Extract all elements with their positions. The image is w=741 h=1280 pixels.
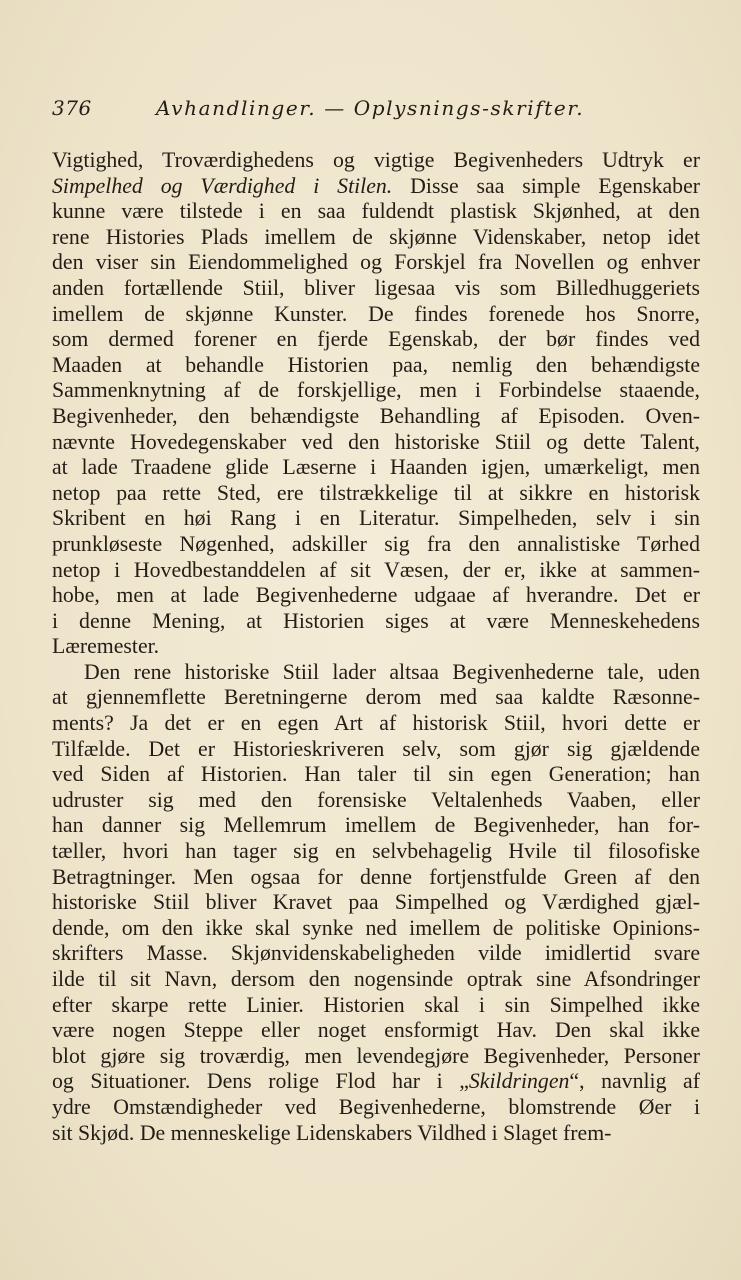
text-segment: ilde til sit Navn, dersom den nogensinde optrak sine Afsondringer — [52, 967, 700, 991]
text-segment: kunne være tilstede i en saa fuldendt plastisk Skjønhed, at den — [52, 199, 700, 224]
text-segment: Betragtninger. Men ogsaa for denne fortjenstfulde Green af den — [52, 864, 700, 889]
text-segment: udruster sig med den forensiske Veltalenheds Vaaben, eller — [52, 787, 700, 812]
text-segment: være nogen Steppe eller noget ensformigt Hav. Den skal ikke — [52, 1018, 700, 1043]
text-line — [52, 634, 700, 660]
text-line — [52, 993, 700, 1019]
text-line — [52, 532, 700, 558]
text-segment: netop paa rette Sted, ere tilstrækkelige til at sikkre en historisk — [52, 480, 700, 505]
text-segment: rene Histories Plads imellem de skjønne Videnskaber, netop idet — [52, 224, 700, 249]
text-line — [52, 762, 700, 788]
text-segment: Læremester. — [52, 634, 160, 659]
text-segment: at gjennemflette Beretningerne derom med saa kaldte Ræsonne- — [52, 685, 700, 710]
text-line — [52, 430, 700, 456]
text-segment: historiske Stiil bliver Kravet paa Simpelhed og Værdighed gjæl- — [52, 890, 700, 915]
text-line — [52, 916, 700, 942]
text-line — [52, 839, 700, 865]
text-line — [52, 1095, 700, 1121]
text-segment: den viser sin Eiendommelighed og Forskjel fra Novellen og enhver — [52, 250, 700, 275]
text-segment: Tilfælde. Det er Historieskriveren selv, som gjør sig gjældende — [52, 736, 700, 761]
text-line — [52, 609, 700, 635]
text-line — [52, 378, 700, 404]
text-line — [52, 1121, 700, 1147]
text-line — [52, 302, 700, 328]
text-segment: imellem de skjønne Kunster. De findes forenede hos Snorre, — [52, 301, 700, 326]
text-segment: Sammenknytning af de forskjellige, men i Forbindelse staaende, — [52, 378, 700, 403]
text-line — [52, 506, 700, 532]
text-segment: ved Siden af Historien. Han taler til sin egen Generation; han — [52, 762, 700, 787]
text-line — [52, 941, 700, 967]
text-line — [52, 148, 700, 174]
page-number: 376 — [52, 96, 92, 120]
text-segment: i denne Mening, at Historien siges at være Menneskehedens — [52, 608, 700, 633]
text-segment: at lade Traadene glide Læserne i Haanden igjen, umærkeligt, men — [52, 455, 700, 480]
text-segment: nævnte Hovedegenskaber ved den historiske Stiil og dette Talent, — [52, 429, 700, 454]
text-segment: Begivenheder, den behændigste Behandling af Episoden. Oven- — [52, 403, 700, 428]
text-line — [52, 327, 700, 353]
text-line — [52, 250, 700, 276]
text-line — [52, 890, 700, 916]
text-segment: ments? Ja det er en egen Art af historisk Stiil, hvori dette er — [52, 711, 700, 736]
text-segment: “, navnlig af — [569, 1069, 700, 1094]
text-line — [52, 199, 700, 225]
text-segment: han danner sig Mellemrum imellem de Begivenheder, han for- — [52, 813, 700, 838]
text-line — [52, 865, 700, 891]
text-line — [52, 404, 700, 430]
text-segment: prunkløseste Nøgenhed, adskiller sig fra den annalistiske Tørhed — [52, 531, 700, 556]
italic-text: Skildringen — [468, 1069, 570, 1094]
text-segment: skrifters Masse. Skjønvidenskabeligheden vilde imidlertid svare — [52, 941, 700, 966]
text-line — [52, 737, 700, 763]
text-line — [52, 685, 700, 711]
italic-text: Simpelhed og Værdighed i Stilen. — [52, 173, 393, 198]
text-segment: dende, om den ikke skal synke ned imellem de politiske Opinions- — [52, 915, 700, 940]
text-segment: tæller, hvori han tager sig en selvbehagelig Hvile til filosofiske — [52, 839, 700, 864]
text-line — [52, 583, 700, 609]
text-line — [52, 660, 700, 686]
text-segment: Vigtighed, Troværdighedens og vigtige Begivenheders Udtryk er — [52, 148, 700, 172]
running-head — [52, 96, 700, 128]
book-page — [52, 96, 700, 1146]
text-segment: anden fortællende Stiil, bliver ligesaa vis som Billedhuggeriets — [52, 275, 700, 300]
text-segment: og Situationer. Dens rolige Flod har i „ — [52, 1069, 469, 1094]
running-title: Avhandlinger. — Oplysnings-skrifter. — [156, 96, 585, 120]
paragraph — [52, 148, 700, 660]
text-line — [52, 353, 700, 379]
text-line — [52, 1069, 700, 1095]
text-line — [52, 558, 700, 584]
text-line — [52, 455, 700, 481]
text-line — [52, 711, 700, 737]
text-line — [52, 481, 700, 507]
paragraph — [52, 660, 700, 1146]
text-line — [52, 967, 700, 993]
text-segment: Disse saa simple Egenskaber — [392, 173, 700, 198]
text-segment: hobe, men at lade Begivenhederne udgaae af hverandre. Det er — [52, 583, 700, 608]
text-line — [52, 276, 700, 302]
text-segment: Maaden at behandle Historien paa, nemlig den behændigste — [52, 352, 700, 377]
text-segment: Skribent en høi Rang i en Literatur. Simpelheden, selv i sin — [52, 506, 700, 531]
text-line — [52, 1018, 700, 1044]
text-segment: blot gjøre sig troværdig, men levendegjøre Begivenheder, Personer — [52, 1043, 700, 1068]
text-line — [52, 225, 700, 251]
text-segment: som dermed forener en fjerde Egenskab, der bør findes ved — [52, 327, 700, 352]
text-segment: ydre Omstændigheder ved Begivenhederne, blomstrende Øer i — [52, 1094, 700, 1119]
text-segment: sit Skjød. De menneskelige Lidenskabers Vildhed i Slaget frem- — [52, 1120, 612, 1145]
text-line — [52, 788, 700, 814]
text-segment: efter skarpe rette Linier. Historien skal i sin Simpelhed ikke — [52, 992, 700, 1017]
text-segment: Den rene historiske Stiil lader altsaa Begivenhederne tale, uden — [84, 659, 700, 684]
text-segment: netop i Hovedbestanddelen af sit Væsen, der er, ikke at sammen- — [52, 557, 700, 582]
text-line — [52, 174, 700, 200]
text-line — [52, 813, 700, 839]
body-text — [52, 148, 700, 1146]
text-line — [52, 1044, 700, 1070]
